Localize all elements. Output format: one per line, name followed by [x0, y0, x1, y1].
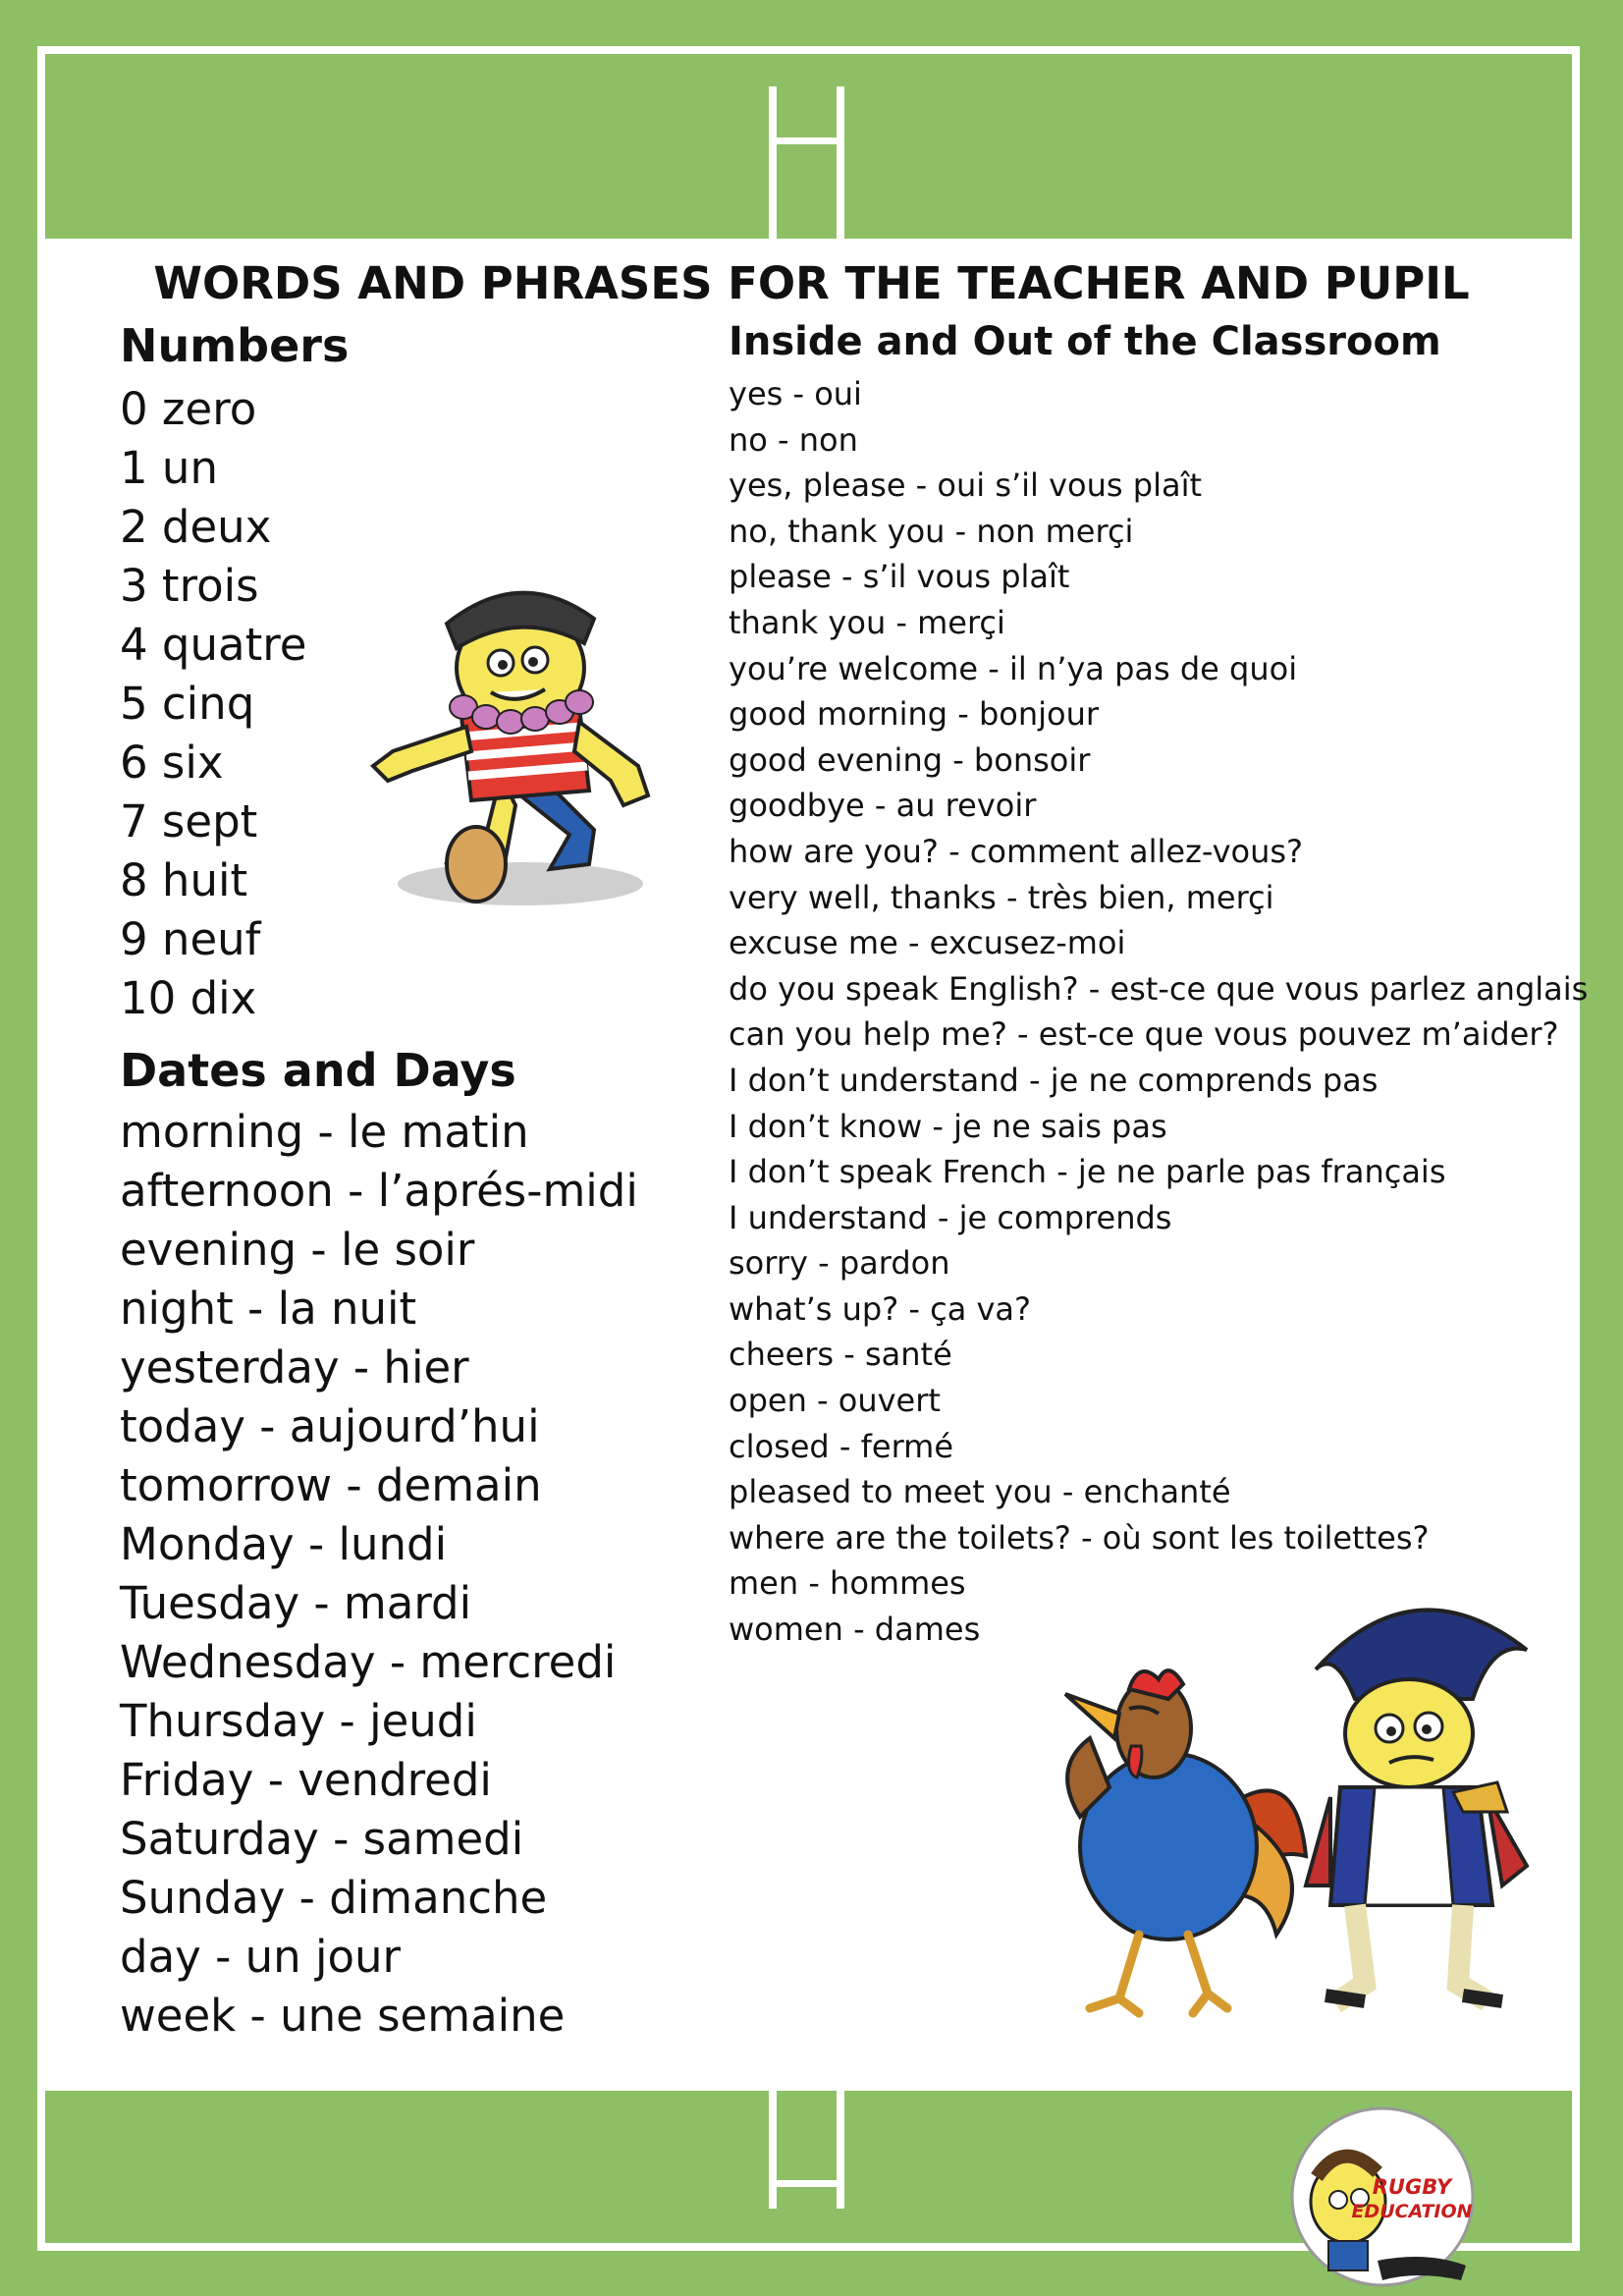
phrase-item: good morning - bonjour	[729, 695, 1100, 734]
phrase-item: pleased to meet you - enchanté	[729, 1473, 1231, 1511]
number-item: 7 sept	[120, 795, 258, 847]
goalpost-top-right	[837, 86, 844, 239]
number-item: 1 un	[120, 442, 218, 494]
phrase-item: goodbye - au revoir	[729, 787, 1037, 825]
numbers-list	[120, 380, 306, 1028]
phrase-item: closed - fermé	[729, 1427, 954, 1465]
logo-text-rugby: RUGBY	[1372, 2175, 1452, 2199]
date-day-item: Saturday - samedi	[120, 1813, 524, 1865]
walking-mascot-illustration	[353, 570, 677, 913]
rugby-education-logo	[1289, 2104, 1476, 2290]
phrase-item: what’s up? - ça va?	[729, 1289, 1031, 1328]
phrase-item: I don’t speak French - je ne parle pas français	[729, 1153, 1446, 1191]
number-item: 10 dix	[120, 972, 257, 1024]
phrase-item: please - s’il vous plaît	[729, 558, 1070, 596]
phrase-item: women - dames	[729, 1611, 981, 1649]
dates-list	[120, 1103, 638, 2046]
dates-heading: Dates and Days	[120, 1044, 516, 1097]
rooster-illustration	[1021, 1660, 1316, 2023]
phrase-item: no, thank you - non merçi	[729, 512, 1134, 550]
date-day-item: Sunday - dimanche	[120, 1872, 548, 1924]
number-item: 4 quatre	[120, 619, 307, 671]
phrase-item: men - hommes	[729, 1564, 966, 1603]
date-day-item: night - la nuit	[120, 1283, 417, 1335]
phrase-item: I don’t know - je ne sais pas	[729, 1107, 1167, 1145]
number-item: 0 zero	[120, 383, 257, 435]
phrase-item: thank you - merçi	[729, 603, 1005, 641]
phrase-item: I understand - je comprends	[729, 1198, 1172, 1236]
phrase-item: I don’t understand - je ne comprends pas	[729, 1061, 1379, 1099]
phrase-item: do you speak English? - est-ce que vous parlez anglais	[729, 969, 1589, 1008]
date-day-item: week - une semaine	[120, 1990, 566, 2042]
number-item: 9 neuf	[120, 913, 261, 965]
numbers-heading: Numbers	[120, 319, 350, 372]
phrase-item: where are the toilets? - où sont les toilettes?	[729, 1518, 1430, 1557]
number-item: 8 huit	[120, 854, 248, 906]
number-item: 3 trois	[120, 560, 259, 612]
phrase-item: sorry - pardon	[729, 1244, 950, 1283]
date-day-item: tomorrow - demain	[120, 1459, 542, 1511]
logo-text-education: EDUCATION	[1351, 2201, 1473, 2222]
date-day-item: yesterday - hier	[120, 1341, 469, 1394]
number-item: 2 deux	[120, 501, 272, 553]
phrase-item: excuse me - excusez-moi	[729, 924, 1126, 962]
date-day-item: Wednesday - mercredi	[120, 1636, 617, 1688]
number-item: 5 cinq	[120, 678, 255, 730]
phrase-item: can you help me? - est-ce que vous pouvez m’aider?	[729, 1015, 1559, 1054]
goalpost-bottom-crossbar	[769, 2180, 844, 2187]
goalpost-bottom-right	[837, 2091, 844, 2209]
phrase-item: very well, thanks - très bien, merçi	[729, 878, 1274, 916]
date-day-item: Thursday - jeudi	[120, 1695, 477, 1747]
date-day-item: today - aujourd’hui	[120, 1400, 540, 1452]
phrase-item: you’re welcome - il n’ya pas de quoi	[729, 649, 1298, 687]
phrase-item: yes - oui	[729, 375, 862, 412]
phrase-item: open - ouvert	[729, 1382, 941, 1420]
classroom-heading: Inside and Out of the Classroom	[729, 319, 1441, 364]
date-day-item: Tuesday - mardi	[120, 1577, 472, 1629]
date-day-item: day - un jour	[120, 1931, 402, 1983]
date-day-item: evening - le soir	[120, 1224, 475, 1276]
classroom-list	[729, 371, 1588, 1653]
goalpost-top-left	[769, 86, 777, 239]
date-day-item: Friday - vendredi	[120, 1754, 492, 1806]
phrase-item: good evening - bonsoir	[729, 740, 1091, 779]
number-item: 6 six	[120, 737, 224, 789]
phrase-item: how are you? - comment allez-vous?	[729, 832, 1304, 870]
phrase-item: yes, please - oui s’il vous plaît	[729, 466, 1202, 505]
page-title: WORDS AND PHRASES FOR THE TEACHER AND PUPIL	[153, 257, 1470, 309]
phrase-item: cheers - santé	[729, 1336, 952, 1374]
field-top-line	[37, 46, 1580, 54]
date-day-item: afternoon - l’aprés-midi	[120, 1165, 638, 1217]
napoleon-mascot-illustration	[1296, 1591, 1542, 2013]
date-day-item: Monday - lundi	[120, 1518, 448, 1570]
date-day-item: morning - le matin	[120, 1106, 529, 1158]
phrase-item: no - non	[729, 420, 858, 459]
goalpost-top-crossbar	[769, 137, 844, 144]
goalpost-bottom-left	[769, 2091, 777, 2209]
